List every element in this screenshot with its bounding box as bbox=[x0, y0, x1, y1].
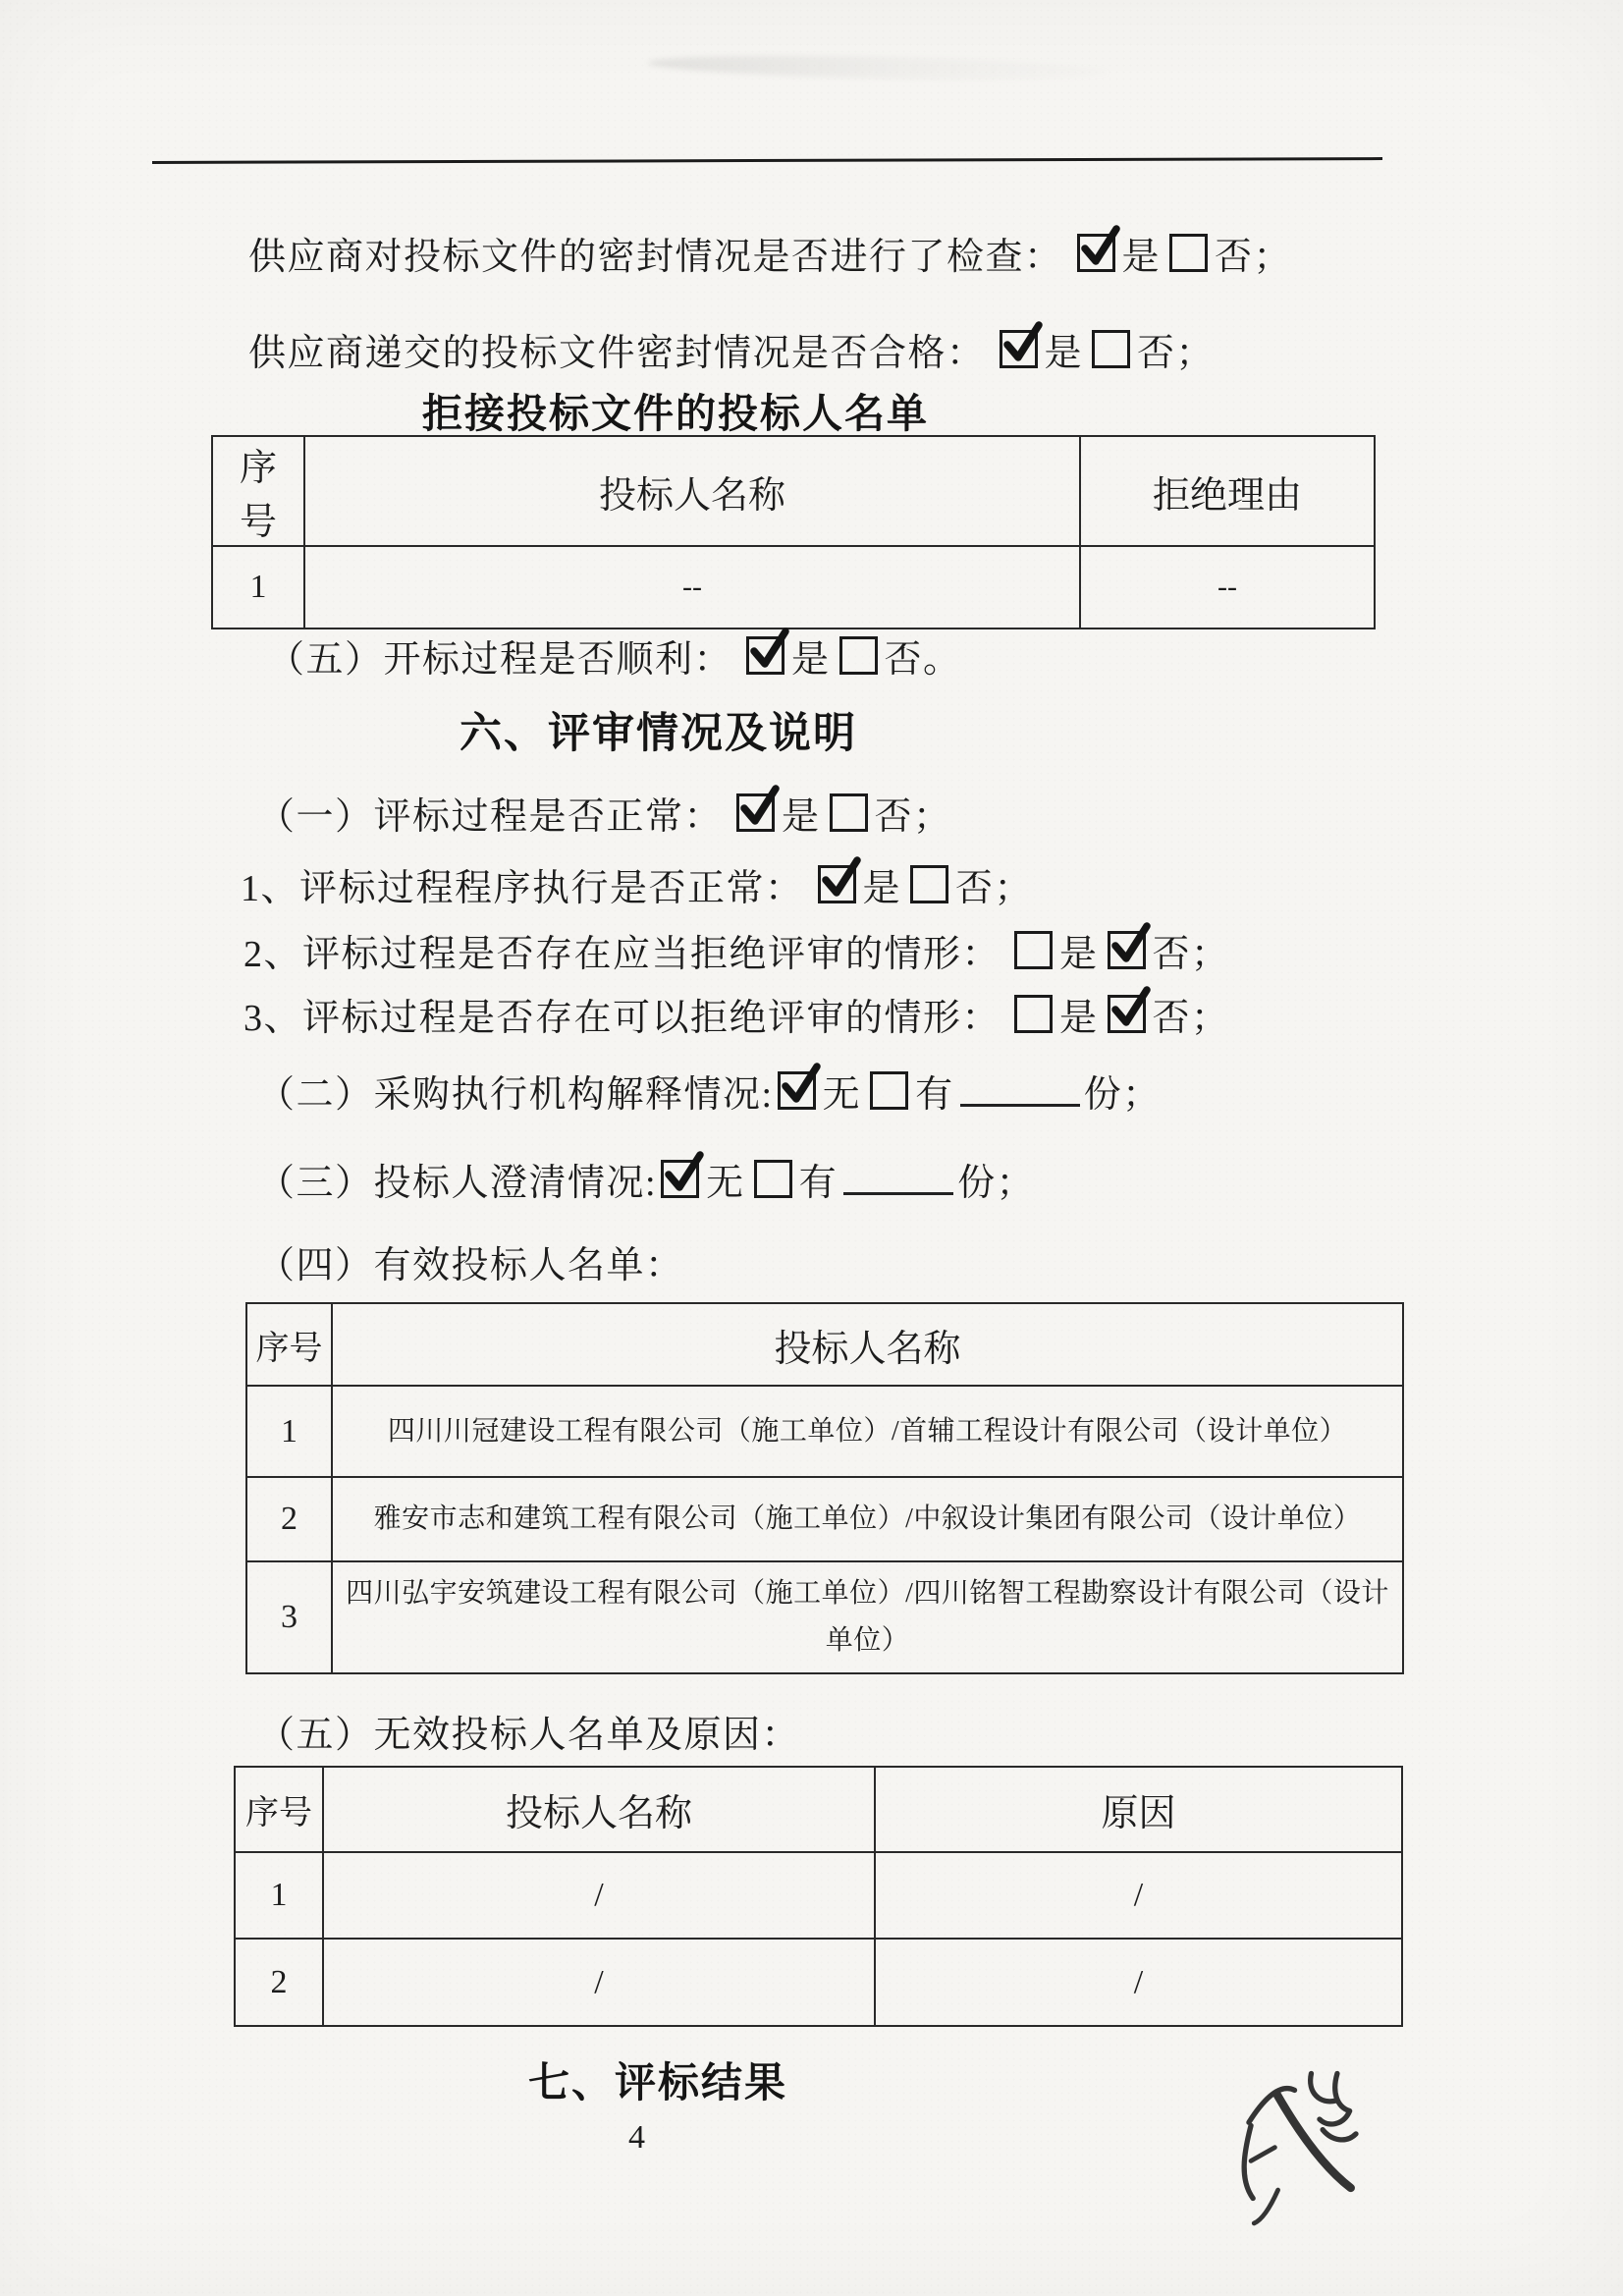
question-text: （三）投标人澄清情况: bbox=[257, 1163, 658, 1204]
question-text: （二）采购执行机构解释情况: bbox=[257, 1074, 774, 1116]
option-yes-label: 是 bbox=[1059, 934, 1099, 975]
checkbox-no-unchecked-icon[interactable] bbox=[1092, 330, 1130, 368]
line-procedure-normal bbox=[241, 857, 1033, 911]
cell-reason: / bbox=[875, 1939, 1402, 2026]
table-row bbox=[235, 1939, 1402, 2026]
line-seal-check bbox=[248, 226, 1292, 280]
section7-title: 七、评标结果 bbox=[528, 2059, 788, 2105]
line-agency-explanation bbox=[257, 1064, 1162, 1118]
option-no-label: 否 bbox=[1152, 934, 1192, 975]
table-row bbox=[246, 1386, 1403, 1477]
cell-index: 1 bbox=[235, 1852, 323, 1939]
option-have-label: 有 bbox=[915, 1074, 954, 1116]
checkbox-no-unchecked-icon[interactable] bbox=[910, 865, 948, 903]
checkbox-yes-checked-icon[interactable] bbox=[736, 793, 775, 832]
column-header-bidder: 投标人名称 bbox=[323, 1767, 875, 1852]
checkbox-no-unchecked-icon[interactable] bbox=[839, 636, 878, 675]
section6-title: 六、评审情况及说明 bbox=[460, 710, 857, 757]
column-header-reason: 原因 bbox=[875, 1767, 1402, 1852]
checkbox-no-checked-icon[interactable] bbox=[1108, 931, 1146, 969]
checkbox-yes-checked-icon[interactable] bbox=[1077, 234, 1115, 272]
cell-bidder: / bbox=[323, 1852, 875, 1939]
line-invalid-bidders-label bbox=[257, 1704, 800, 1758]
scan-artifact bbox=[648, 52, 1109, 83]
option-yes-label: 是 bbox=[1121, 237, 1162, 278]
line-valid-bidders-label bbox=[257, 1234, 684, 1288]
question-text: 供应商递交的投标文件密封情况是否合格： bbox=[248, 333, 986, 374]
option-yes-label: 是 bbox=[1059, 998, 1099, 1039]
cell-index: 3 bbox=[246, 1561, 332, 1673]
option-no-label: 否 bbox=[955, 868, 995, 909]
line-review-normal bbox=[257, 786, 952, 840]
question-text: 2、评标过程是否存在应当拒绝评审的情形： bbox=[243, 934, 1001, 975]
line-seal-qualified bbox=[248, 322, 1215, 376]
line-punctuation: 。 bbox=[923, 639, 962, 681]
checkbox-yes-unchecked-icon[interactable] bbox=[1014, 995, 1053, 1033]
handwritten-signature bbox=[1219, 2065, 1386, 2242]
option-no-label: 否 bbox=[1137, 333, 1176, 374]
option-yes-label: 是 bbox=[862, 868, 902, 909]
header-rule bbox=[152, 157, 1382, 164]
count-blank-line bbox=[960, 1074, 1080, 1107]
column-header-reason: 拒绝理由 bbox=[1080, 436, 1375, 546]
question-text: （五）开标过程是否顺利： bbox=[267, 639, 733, 681]
cell-bidder: -- bbox=[304, 546, 1080, 629]
cell-index: 1 bbox=[212, 546, 304, 629]
cell-bidder: 四川弘宇安筑建设工程有限公司（施工单位）/四川铭智工程勘察设计有限公司（设计单位） bbox=[332, 1561, 1403, 1673]
cell-bidder: 四川川冠建设工程有限公司（施工单位）/首辅工程设计有限公司（设计单位） bbox=[332, 1386, 1403, 1477]
cell-index: 1 bbox=[246, 1386, 332, 1477]
page-number: 4 bbox=[628, 2119, 645, 2156]
table-row bbox=[212, 546, 1375, 629]
section-label: （五）无效投标人名单及原因： bbox=[257, 1715, 801, 1756]
option-no-label: 否 bbox=[874, 796, 914, 838]
checkbox-no-unchecked-icon[interactable] bbox=[1169, 234, 1208, 272]
checkbox-yes-unchecked-icon[interactable] bbox=[1014, 931, 1053, 969]
cell-bidder: 雅安市志和建筑工程有限公司（施工单位）/中叙设计集团有限公司（设计单位） bbox=[332, 1477, 1403, 1561]
checkbox-none-checked-icon[interactable] bbox=[778, 1071, 816, 1110]
checkbox-no-checked-icon[interactable] bbox=[1108, 995, 1146, 1033]
table-header-row bbox=[212, 436, 1375, 546]
checkbox-have-unchecked-icon[interactable] bbox=[870, 1071, 908, 1110]
checkbox-yes-checked-icon[interactable] bbox=[746, 636, 784, 675]
option-no-label: 否 bbox=[1152, 998, 1192, 1039]
unit-label: 份； bbox=[1083, 1074, 1162, 1116]
cell-index: 2 bbox=[235, 1939, 323, 2026]
question-text: （一）评标过程是否正常： bbox=[257, 796, 724, 838]
table-row bbox=[246, 1477, 1403, 1561]
column-header-bidder: 投标人名称 bbox=[332, 1303, 1403, 1386]
column-header-index: 序号 bbox=[246, 1303, 332, 1386]
line-punctuation: ； bbox=[913, 796, 952, 838]
question-text: 1、评标过程程序执行是否正常： bbox=[241, 868, 804, 909]
option-yes-label: 是 bbox=[782, 796, 821, 838]
line-open-process bbox=[267, 629, 962, 683]
table-header-row bbox=[235, 1767, 1402, 1852]
table-header-row bbox=[246, 1303, 1403, 1386]
option-none-label: 无 bbox=[706, 1163, 745, 1204]
option-have-label: 有 bbox=[798, 1163, 839, 1204]
table-row bbox=[235, 1852, 1402, 1939]
checkbox-no-unchecked-icon[interactable] bbox=[830, 793, 868, 832]
line-punctuation: ； bbox=[1253, 237, 1293, 278]
line-punctuation: ； bbox=[994, 868, 1034, 909]
rejected-bidders-table bbox=[211, 435, 1376, 629]
option-yes-label: 是 bbox=[791, 639, 831, 681]
cell-reason: -- bbox=[1080, 546, 1375, 629]
cell-index: 2 bbox=[246, 1477, 332, 1561]
question-text: 供应商对投标文件的密封情况是否进行了检查： bbox=[248, 237, 1063, 278]
cell-bidder: / bbox=[323, 1939, 875, 2026]
count-blank-line bbox=[843, 1163, 953, 1195]
line-punctuation: ； bbox=[1175, 333, 1216, 374]
cell-reason: / bbox=[875, 1852, 1402, 1939]
line-punctuation: ； bbox=[1191, 998, 1230, 1039]
column-header-index: 序号 bbox=[212, 436, 304, 546]
valid-bidders-table bbox=[245, 1302, 1404, 1674]
option-none-label: 无 bbox=[822, 1074, 862, 1116]
option-no-label: 否 bbox=[1215, 237, 1254, 278]
column-header-index: 序号 bbox=[235, 1767, 323, 1852]
column-header-bidder: 投标人名称 bbox=[304, 436, 1080, 546]
checkbox-have-unchecked-icon[interactable] bbox=[754, 1160, 792, 1198]
unit-label: 份； bbox=[957, 1163, 1036, 1204]
line-bidder-clarification bbox=[257, 1152, 1035, 1206]
checkbox-none-checked-icon[interactable] bbox=[661, 1160, 699, 1198]
line-may-reject bbox=[243, 987, 1230, 1041]
option-no-label: 否 bbox=[884, 639, 924, 681]
rejected-list-title: 拒接投标文件的投标人名单 bbox=[422, 391, 929, 436]
table-row bbox=[246, 1561, 1403, 1673]
checkbox-yes-checked-icon[interactable] bbox=[1000, 330, 1038, 368]
section-label: （四）有效投标人名单： bbox=[257, 1245, 684, 1286]
line-punctuation: ； bbox=[1191, 934, 1230, 975]
invalid-bidders-table bbox=[234, 1766, 1403, 2027]
line-must-reject bbox=[243, 923, 1230, 977]
checkbox-yes-checked-icon[interactable] bbox=[818, 865, 856, 903]
question-text: 3、评标过程是否存在可以拒绝评审的情形： bbox=[243, 998, 1001, 1039]
option-yes-label: 是 bbox=[1044, 333, 1084, 374]
